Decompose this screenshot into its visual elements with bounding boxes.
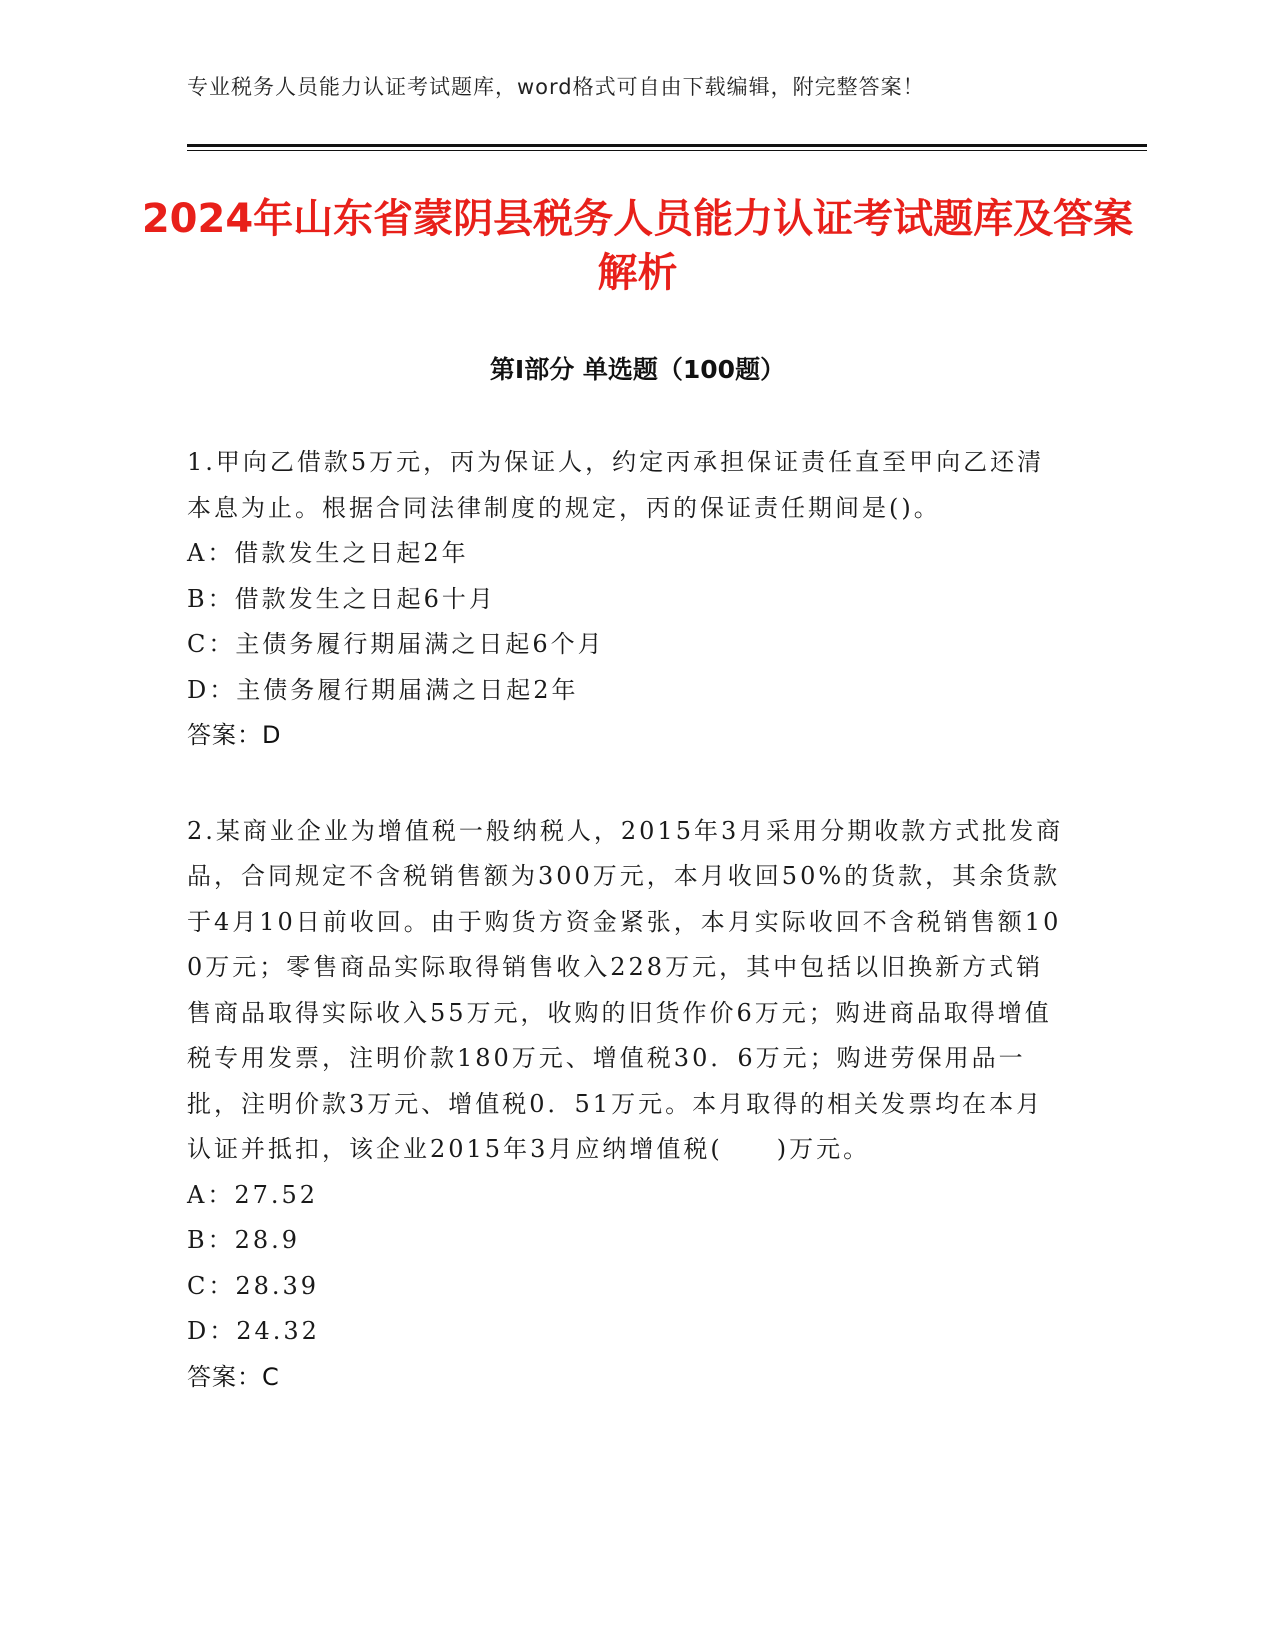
option-c: C：28.39 bbox=[187, 1271, 320, 1300]
question-1 bbox=[187, 440, 1067, 759]
section-title: 第I部分 单选题（100题） bbox=[489, 355, 786, 384]
question-list bbox=[187, 440, 1067, 1450]
option-d: D：主债务履行期届满之日起2年 bbox=[187, 675, 579, 704]
document-title: 2024年山东省蒙阴县税务人员能力认证考试题库及答案解析 bbox=[141, 196, 1134, 296]
header-divider-thin bbox=[187, 150, 1147, 151]
answer: 答案：C bbox=[187, 1362, 280, 1391]
question-2 bbox=[187, 809, 1067, 1401]
answer: 答案：D bbox=[187, 721, 282, 749]
option-b: B：28.9 bbox=[187, 1226, 301, 1254]
option-c: C：主债务履行期届满之日起6个月 bbox=[187, 630, 605, 658]
option-b: B：借款发生之日起6十月 bbox=[187, 584, 496, 613]
option-a: A：借款发生之日起2年 bbox=[187, 539, 469, 567]
question-stem: 1.甲向乙借款5万元，丙为保证人，约定丙承担保证责任直至甲向乙还清本息为止。根据合同法律制度的规定，丙的保证责任期间是()。 bbox=[187, 448, 1045, 522]
header-divider-thick bbox=[187, 144, 1147, 147]
option-a: A：27.52 bbox=[187, 1180, 319, 1209]
header-note: 专业税务人员能力认证考试题库，word格式可自由下载编辑，附完整答案！ bbox=[187, 75, 925, 99]
option-d: D：24.32 bbox=[187, 1317, 320, 1345]
question-stem: 2.某商业企业为增值税一般纳税人，2015年3月采用分期收款方式批发商品，合同规定不含税销售额为300万元，本月收回50%的货款，其余货款于4月10日前收回。由于购货方资金紧张，本月实际收回不含税销售额100万元；零售商品实际取得销售收入228万元，其中包括以旧换新方式销售商品取得实际收入55万元，收购的旧货作价6万元；购进商品取得增值税专用发票，注明价款180万元、增值税30．6万元；购进劳保用品一批，注明价款3万元、增值税0．51万元。本月取得的相关发票均在本月认证并抵扣，该企业2015年3月应纳增值税( )万元。 bbox=[187, 816, 1064, 1163]
